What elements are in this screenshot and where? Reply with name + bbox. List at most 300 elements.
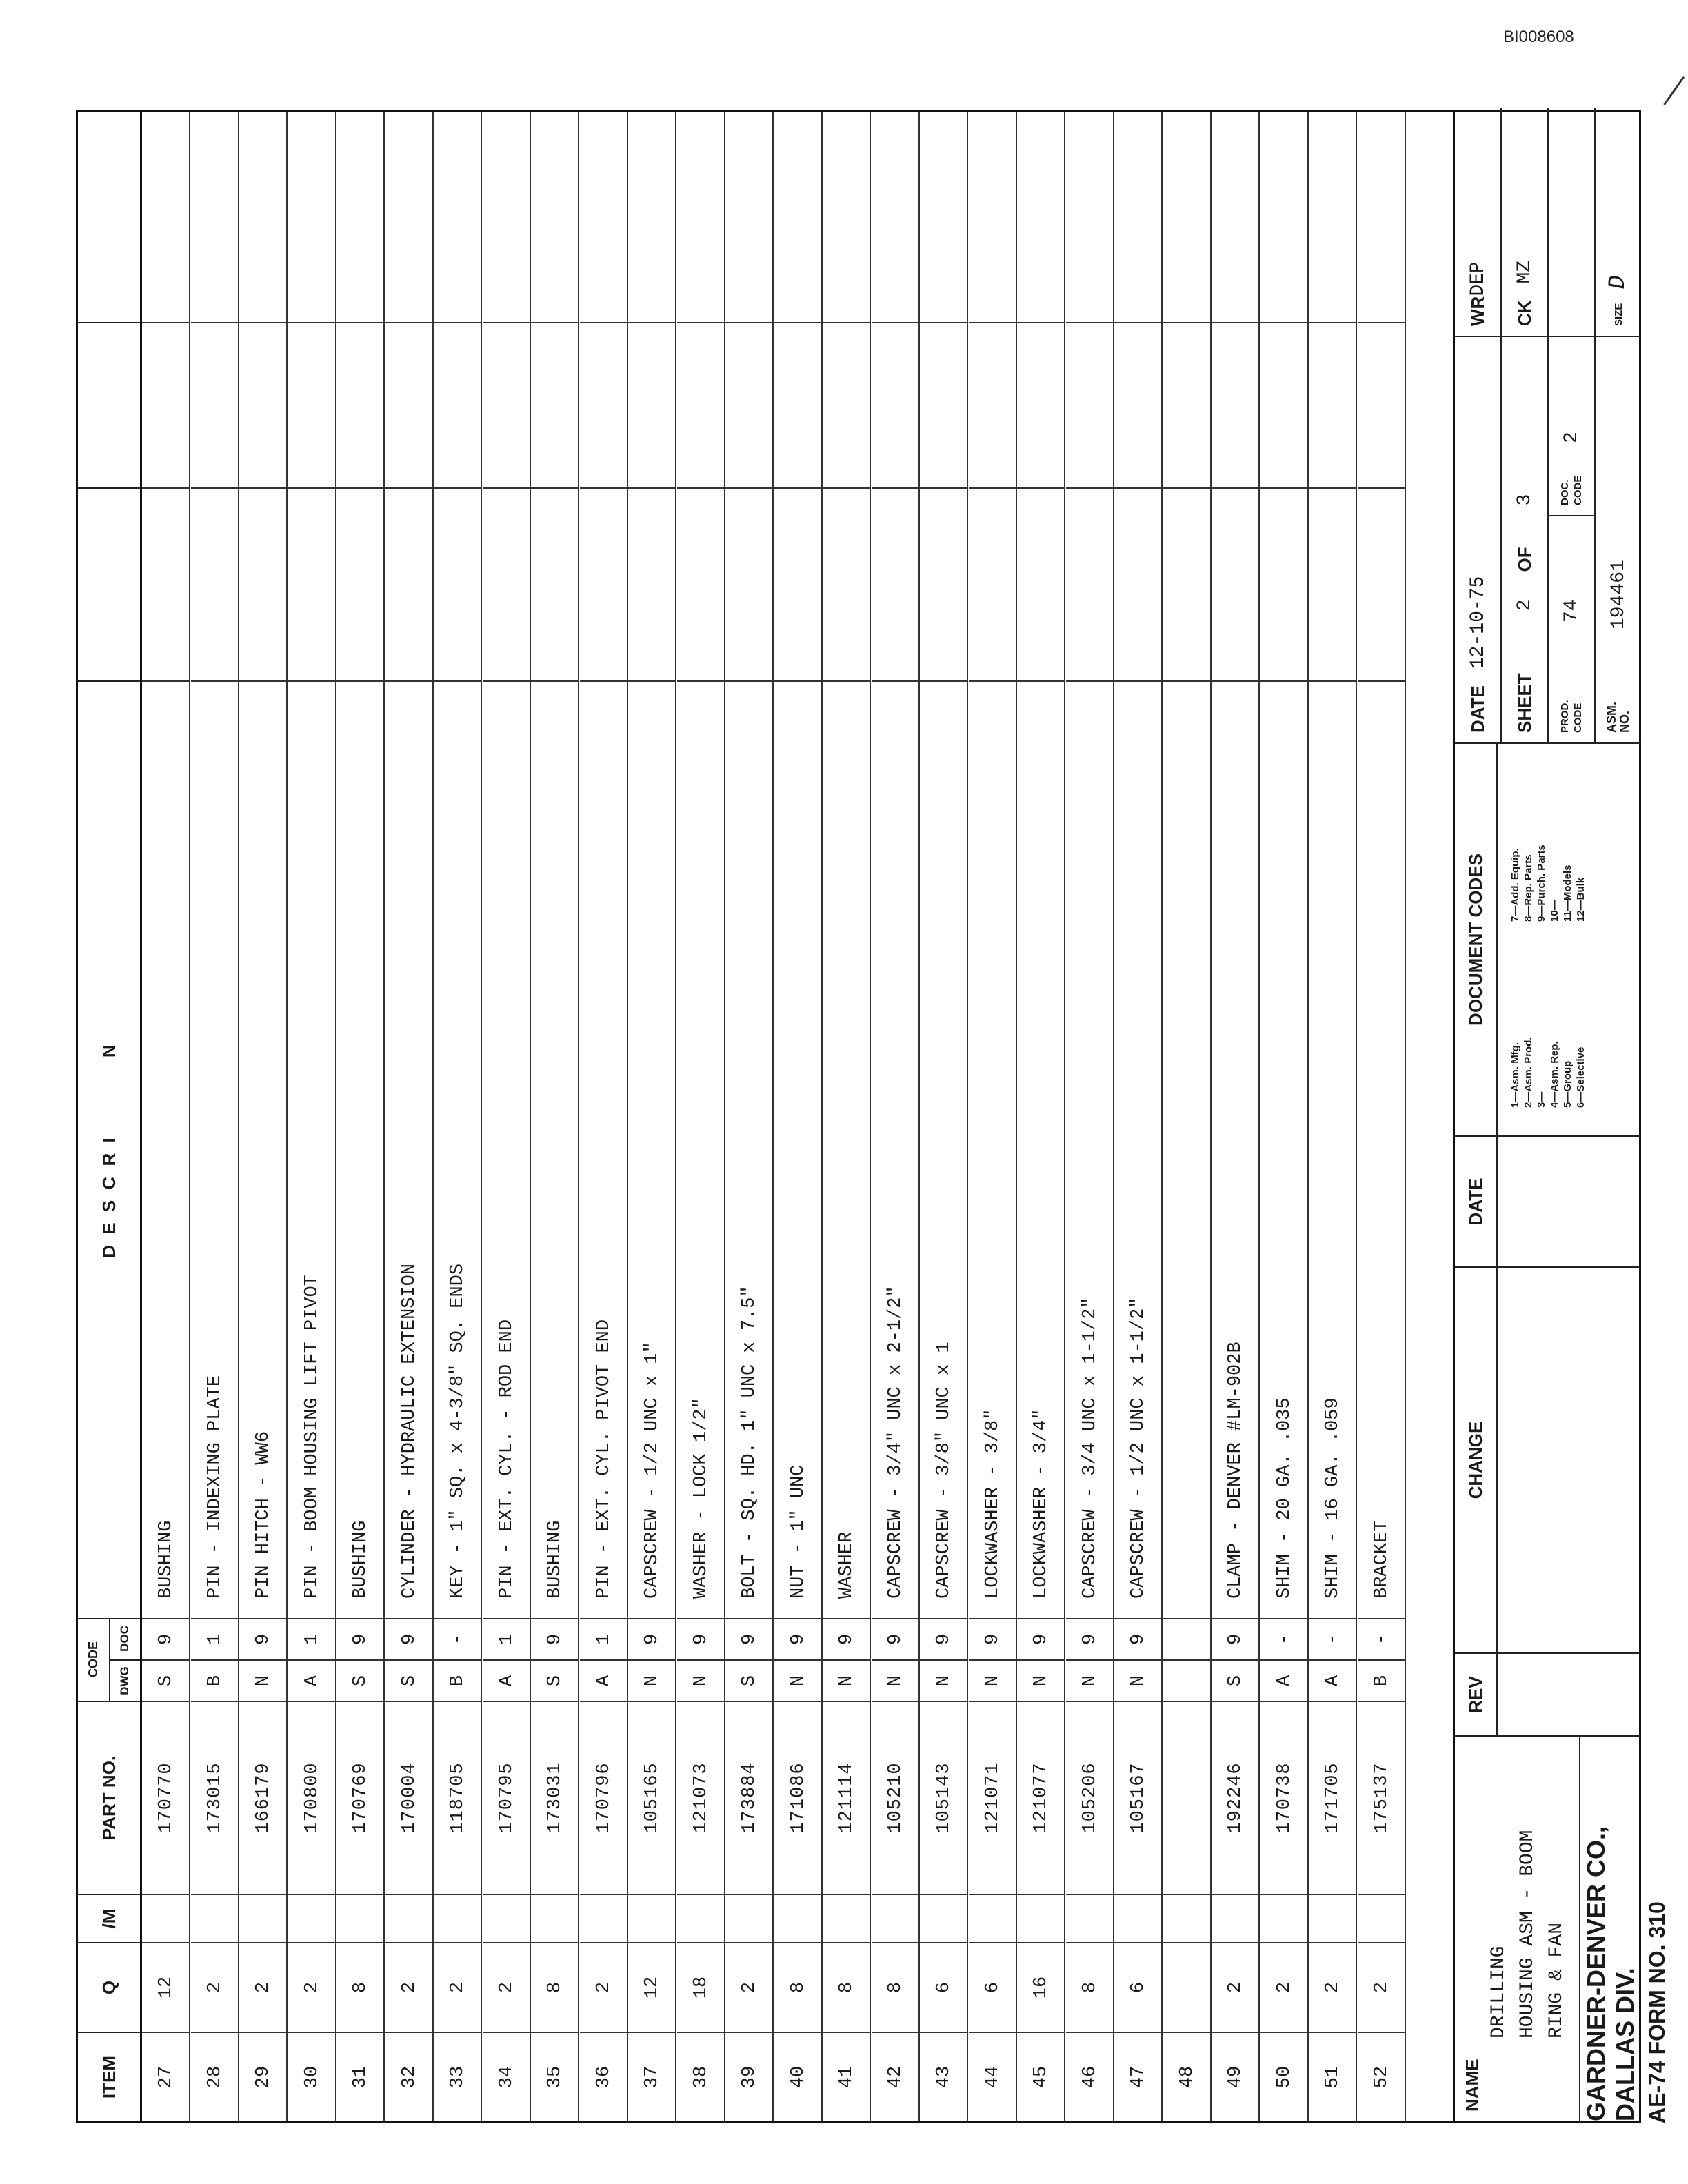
doc-cell: 9 — [531, 1618, 579, 1659]
blank-cell — [1066, 1894, 1114, 1942]
table-row — [1358, 112, 1406, 2121]
date-label: DATE — [1455, 1137, 1498, 1266]
corner-tick-mark — [1641, 60, 1685, 105]
desc-cell: BUSHING — [336, 680, 385, 1618]
doc-cell: - — [1358, 1618, 1406, 1659]
doc-cell: 9 — [385, 1618, 434, 1659]
blank-cell — [1260, 322, 1309, 487]
qty-cell: 6 — [1114, 1942, 1163, 2032]
blank-cell — [336, 322, 385, 487]
ck-value: MZ — [1514, 260, 1536, 284]
table-row — [1212, 112, 1260, 2121]
item-cell: 44 — [969, 2032, 1017, 2121]
parts-table — [76, 110, 1455, 2123]
dwg-cell: N — [969, 1659, 1017, 1701]
part-cell: 105210 — [872, 1701, 920, 1894]
dwg-cell: A — [580, 1659, 628, 1701]
item-cell: 27 — [142, 2032, 190, 2121]
name-line-1: DRILLING — [1488, 1945, 1509, 2039]
desc-cell: SHIM - 16 GA. .059 — [1309, 680, 1357, 1618]
blank-cell — [288, 1894, 336, 1942]
size-label: SIZE — [1612, 303, 1625, 326]
part-cell: 105206 — [1066, 1701, 1114, 1894]
part-cell: 171086 — [774, 1701, 823, 1894]
desc-cell: BRACKET — [1358, 680, 1406, 1618]
blank-cell — [580, 1894, 628, 1942]
document-codes-label: DOCUMENT CODES — [1455, 744, 1498, 1135]
part-no-header: PART NO. — [78, 1701, 140, 1894]
desc-cell: CAPSCREW - 3/8" UNC x 1 — [920, 680, 968, 1618]
desc-cell: CAPSCREW - 3/4 UNC x 1-1/2" — [1066, 680, 1114, 1618]
blank-cell — [142, 322, 190, 487]
form-number: AE-74 FORM NO. 310 — [1645, 1901, 1669, 2123]
table-row — [191, 112, 239, 2121]
item-cell: 48 — [1163, 2032, 1212, 2121]
table-row — [628, 112, 676, 2121]
blank-cell — [1163, 487, 1212, 680]
blank-cell — [823, 108, 871, 322]
part-cell: 175137 — [1358, 1701, 1406, 1894]
doc-cell: 9 — [239, 1618, 288, 1659]
wr-label: WR — [1467, 296, 1488, 326]
blank-cell — [580, 322, 628, 487]
blank-cell — [920, 108, 968, 322]
dwg-cell: S — [531, 1659, 579, 1701]
blank-cell — [1212, 108, 1260, 322]
item-cell: 47 — [1114, 2032, 1163, 2121]
table-row — [434, 112, 482, 2121]
doc-cell: 9 — [1114, 1618, 1163, 1659]
blank-cell — [385, 322, 434, 487]
desc-cell: BOLT - SQ. HD. 1" UNC x 7.5" — [725, 680, 774, 1618]
blank-cell — [239, 108, 288, 322]
item-cell: 38 — [677, 2032, 725, 2121]
prod-code-value: 74 — [1560, 599, 1582, 623]
doc-cell: 9 — [142, 1618, 190, 1659]
document-code-entry: 11—Models — [1562, 865, 1574, 922]
part-cell: 121077 — [1017, 1701, 1065, 1894]
desc-cell: KEY - 1" SQ. x 4-3/8" SQ. ENDS — [434, 680, 482, 1618]
item-cell: 49 — [1212, 2032, 1260, 2121]
qty-cell: 2 — [1260, 1942, 1309, 2032]
table-row — [1309, 112, 1357, 2121]
wr-value: DEP — [1467, 261, 1489, 296]
desc-cell: WASHER - LOCK 1/2" — [677, 680, 725, 1618]
item-cell: 52 — [1358, 2032, 1406, 2121]
blank-cell — [628, 108, 676, 322]
part-cell: 105167 — [1114, 1701, 1163, 1894]
part-cell: 121114 — [823, 1701, 871, 1894]
qty-cell: 2 — [483, 1942, 531, 2032]
sheet-field — [1502, 336, 1549, 742]
blank-cell — [1017, 108, 1065, 322]
document-code-entry: 5—Group — [1562, 1060, 1574, 1108]
blank-cell — [774, 1894, 823, 1942]
blank-cell — [1163, 1894, 1212, 1942]
document-code-entry: 7—Add. Equip. — [1509, 848, 1521, 922]
part-cell: 173031 — [531, 1701, 579, 1894]
doc-code-label: DOC. CODE — [1559, 475, 1584, 505]
blank-cell — [1163, 108, 1212, 322]
table-row — [336, 112, 385, 2121]
item-cell: 33 — [434, 2032, 482, 2121]
table-row — [1163, 112, 1212, 2121]
blank-cell — [142, 1894, 190, 1942]
desc-cell: CLAMP - DENVER #LM-902B — [1212, 680, 1260, 1618]
dwg-header: DWG — [109, 1659, 140, 1701]
dwg-cell: S — [725, 1659, 774, 1701]
part-cell: 171705 — [1309, 1701, 1357, 1894]
doc-cell — [1163, 1618, 1212, 1659]
blank-cell — [580, 108, 628, 322]
document-code-entry: 10— — [1549, 900, 1560, 922]
code-header — [78, 1618, 140, 1701]
doc-cell: 9 — [1212, 1618, 1260, 1659]
qty-cell: 2 — [288, 1942, 336, 2032]
item-cell: 50 — [1260, 2032, 1309, 2121]
item-cell: 39 — [725, 2032, 774, 2121]
doc-cell: 1 — [580, 1618, 628, 1659]
blank-cell — [434, 108, 482, 322]
desc-cell: LOCKWASHER - 3/8" — [969, 680, 1017, 1618]
desc-cell: PIN - INDEXING PLATE — [191, 680, 239, 1618]
blank-cell — [1260, 108, 1309, 322]
blank-cell — [1358, 108, 1406, 322]
company-box — [1579, 1735, 1641, 2121]
part-cell: 105143 — [920, 1701, 968, 1894]
item-header: ITEM — [78, 2032, 140, 2121]
document-id: BI008608 — [1503, 28, 1574, 46]
part-cell: 121073 — [677, 1701, 725, 1894]
doc-cell: 1 — [288, 1618, 336, 1659]
blank-cell — [677, 487, 725, 680]
blank-cell — [1309, 322, 1357, 487]
blank-cell — [1212, 322, 1260, 487]
prod-code-label: PROD. CODE — [1559, 700, 1584, 733]
blank-cell — [1309, 108, 1357, 322]
blank-cell — [969, 108, 1017, 322]
blank-cell — [872, 322, 920, 487]
description-header: D E S C R I N — [78, 680, 140, 1618]
blank-cell — [239, 1894, 288, 1942]
table-row — [823, 112, 871, 2121]
blank-cell — [142, 108, 190, 322]
qty-header: Q — [78, 1942, 140, 2032]
prod-code-field — [1549, 515, 1596, 742]
desc-cell: CAPSCREW - 1/2 UNC x 1-1/2" — [1114, 680, 1163, 1618]
blank-cell — [531, 487, 579, 680]
blank-cell — [872, 1894, 920, 1942]
table-row — [239, 112, 288, 2121]
blank-cell — [823, 1894, 871, 1942]
blank-cell — [288, 322, 336, 487]
part-cell: 170770 — [142, 1701, 190, 1894]
qty-cell: 2 — [580, 1942, 628, 2032]
document-code-entry: 9—Purch. Parts — [1536, 845, 1547, 922]
desc-cell: BUSHING — [531, 680, 579, 1618]
blank-cell — [483, 108, 531, 322]
wr-field — [1455, 108, 1502, 336]
blank-cell — [1066, 108, 1114, 322]
document-code-entry: 6—Selective — [1575, 1046, 1587, 1108]
blank-cell — [872, 487, 920, 680]
part-cell: 192246 — [1212, 1701, 1260, 1894]
blank-cell — [1017, 1894, 1065, 1942]
change-label: CHANGE — [1455, 1268, 1498, 1652]
qty-cell: 2 — [725, 1942, 774, 2032]
part-cell: 118705 — [434, 1701, 482, 1894]
rev-column — [1455, 1652, 1641, 1735]
table-row — [1114, 112, 1163, 2121]
doc-cell: 9 — [1066, 1618, 1114, 1659]
qty-cell: 2 — [1309, 1942, 1357, 2032]
document-code-entry: 4—Asm. Rep. — [1549, 1041, 1560, 1108]
qty-cell: 8 — [823, 1942, 871, 2032]
part-cell: 173884 — [725, 1701, 774, 1894]
doc-cell: 9 — [823, 1618, 871, 1659]
dwg-cell: B — [1358, 1659, 1406, 1701]
table-row — [1066, 112, 1114, 2121]
doc-cell: 9 — [336, 1618, 385, 1659]
blank-cell — [725, 1894, 774, 1942]
desc-cell — [1163, 680, 1212, 1618]
dwg-cell: S — [142, 1659, 190, 1701]
blank-cell — [774, 322, 823, 487]
qty-cell: 16 — [1017, 1942, 1065, 2032]
dwg-cell: N — [1017, 1659, 1065, 1701]
doc-cell: 9 — [920, 1618, 968, 1659]
doc-cell: 9 — [677, 1618, 725, 1659]
table-row — [531, 112, 579, 2121]
name-label: NAME — [1462, 2059, 1483, 2112]
item-cell: 46 — [1066, 2032, 1114, 2121]
doc-cell: - — [1309, 1618, 1357, 1659]
qty-cell: 12 — [628, 1942, 676, 2032]
doc-cell: - — [434, 1618, 482, 1659]
of-label: OF — [1514, 547, 1535, 572]
desc-cell: WASHER — [823, 680, 871, 1618]
part-cell: 173015 — [191, 1701, 239, 1894]
blank-cell — [580, 487, 628, 680]
document-code-entry: 8—Rep. Parts — [1523, 854, 1534, 922]
blank-cell — [1114, 108, 1163, 322]
doc-header: DOC — [117, 1626, 131, 1652]
blank-cell — [191, 487, 239, 680]
doc-code-field — [1549, 336, 1596, 515]
blank-cell — [969, 487, 1017, 680]
sheet-value: 2 — [1514, 599, 1536, 611]
blank-cell — [1066, 322, 1114, 487]
part-cell: 170004 — [385, 1701, 434, 1894]
blank-cell — [1114, 487, 1163, 680]
dwg-cell: N — [677, 1659, 725, 1701]
blank-cell — [531, 322, 579, 487]
item-cell: 43 — [920, 2032, 968, 2121]
dwg-cell — [1163, 1659, 1212, 1701]
desc-cell: PIN - EXT. CYL. - ROD END — [483, 680, 531, 1618]
blank-cell — [1260, 487, 1309, 680]
asm-no-field — [1596, 336, 1641, 742]
blank-cell — [1358, 487, 1406, 680]
blank-cell — [969, 322, 1017, 487]
blank-cell — [434, 487, 482, 680]
of-value: 3 — [1514, 494, 1536, 506]
desc-cell: SHIM - 20 GA. .035 — [1260, 680, 1309, 1618]
dwg-cell: N — [1066, 1659, 1114, 1701]
blank-cell — [336, 487, 385, 680]
asm-no-label: ASM. NO. — [1605, 702, 1631, 733]
item-cell: 40 — [774, 2032, 823, 2121]
qty-cell: 18 — [677, 1942, 725, 2032]
table-row — [580, 112, 628, 2121]
document-code-entry: 2—Asm. Prod. — [1523, 1037, 1534, 1108]
blank-header-2 — [78, 322, 140, 487]
drawing-info — [1455, 108, 1641, 742]
qty-cell: 8 — [872, 1942, 920, 2032]
blank-cell — [191, 1894, 239, 1942]
blank-cell — [628, 487, 676, 680]
part-cell: 170769 — [336, 1701, 385, 1894]
dwg-cell: N — [239, 1659, 288, 1701]
table-row — [385, 112, 434, 2121]
dwg-cell: S — [1212, 1659, 1260, 1701]
company-name: GARDNER-DENVER CO., DALLAS DIV. — [1582, 1826, 1639, 2121]
item-cell: 30 — [288, 2032, 336, 2121]
desc-cell: CAPSCREW - 3/4" UNC x 2-1/2" — [872, 680, 920, 1618]
doc-cell: 9 — [872, 1618, 920, 1659]
blank-cell — [677, 108, 725, 322]
table-row — [1017, 112, 1065, 2121]
qty-cell: 6 — [920, 1942, 968, 2032]
um-header: /M — [78, 1894, 140, 1942]
blank-cell — [1017, 487, 1065, 680]
desc-cell: CYLINDER - HYDRAULIC EXTENSION — [385, 680, 434, 1618]
document-code-entry: 1—Asm. Mfg. — [1509, 1042, 1521, 1108]
blank-cell — [872, 108, 920, 322]
doc-code-value: 2 — [1560, 432, 1582, 443]
qty-cell: 8 — [774, 1942, 823, 2032]
size-field — [1596, 108, 1641, 336]
doc-cell: 9 — [969, 1618, 1017, 1659]
dwg-cell: B — [434, 1659, 482, 1701]
item-cell: 34 — [483, 2032, 531, 2121]
blank-cell — [142, 487, 190, 680]
document-code-entry: 3— — [1536, 1091, 1547, 1108]
qty-cell: 2 — [191, 1942, 239, 2032]
ck-field — [1502, 108, 1549, 336]
blank-cell — [628, 322, 676, 487]
desc-cell: CAPSCREW - 1/2 UNC x 1" — [628, 680, 676, 1618]
blank-cell — [725, 487, 774, 680]
blank-cell — [677, 322, 725, 487]
sheet-label: SHEET — [1514, 673, 1535, 733]
doc-cell: 9 — [1017, 1618, 1065, 1659]
blank-cell — [483, 322, 531, 487]
blank-cell — [1114, 322, 1163, 487]
blank-cell — [725, 108, 774, 322]
doc-cell: - — [1260, 1618, 1309, 1659]
date-column — [1455, 1135, 1641, 1266]
qty-cell: 2 — [1212, 1942, 1260, 2032]
blank-cell — [483, 487, 531, 680]
blank-cell — [288, 108, 336, 322]
blank-cell — [239, 487, 288, 680]
title-block — [1455, 110, 1641, 2123]
desc-cell: PIN - BOOM HOUSING LIFT PIVOT — [288, 680, 336, 1618]
blank-cell — [531, 1894, 579, 1942]
item-cell: 37 — [628, 2032, 676, 2121]
blank-cell — [969, 1894, 1017, 1942]
blank-cell — [774, 487, 823, 680]
part-cell: 170800 — [288, 1701, 336, 1894]
blank-cell — [1114, 1894, 1163, 1942]
name-line-2: HOUSING ASM - BOOM — [1517, 1830, 1538, 2039]
desc-cell: NUT - 1" UNC — [774, 680, 823, 1618]
item-cell: 32 — [385, 2032, 434, 2121]
table-row — [774, 112, 823, 2121]
name-line-3: RING & FAN — [1546, 1922, 1567, 2039]
date-field-label: DATE — [1467, 685, 1488, 733]
blank-header-1 — [78, 487, 140, 680]
blank-cell — [239, 322, 288, 487]
part-cell: 170738 — [1260, 1701, 1309, 1894]
blank-cell — [531, 108, 579, 322]
qty-cell: 2 — [239, 1942, 288, 2032]
blank-cell — [774, 108, 823, 322]
blank-cell — [1017, 322, 1065, 487]
doc-cell: 9 — [725, 1618, 774, 1659]
change-column — [1455, 1266, 1641, 1652]
doc-cell: 1 — [483, 1618, 531, 1659]
part-cell: 170795 — [483, 1701, 531, 1894]
dwg-cell: N — [823, 1659, 871, 1701]
desc-cell: PIN - EXT. CYL. PIVOT END — [580, 680, 628, 1618]
blank-field — [1549, 108, 1596, 336]
blank-cell — [725, 322, 774, 487]
blank-cell — [336, 1894, 385, 1942]
table-row — [920, 112, 968, 2121]
document-code-entry: 12—Bulk — [1575, 877, 1587, 922]
qty-cell: 2 — [434, 1942, 482, 2032]
document-codes — [1455, 742, 1641, 1135]
item-cell: 28 — [191, 2032, 239, 2121]
item-cell: 29 — [239, 2032, 288, 2121]
blank-cell — [385, 108, 434, 322]
dwg-cell: N — [774, 1659, 823, 1701]
blank-cell — [823, 487, 871, 680]
dwg-cell: N — [920, 1659, 968, 1701]
item-cell: 41 — [823, 2032, 871, 2121]
blank-cell — [1066, 487, 1114, 680]
blank-cell — [483, 1894, 531, 1942]
blank-cell — [191, 322, 239, 487]
dwg-cell: B — [191, 1659, 239, 1701]
doc-cell: 9 — [628, 1618, 676, 1659]
qty-cell: 8 — [531, 1942, 579, 2032]
qty-cell: 8 — [1066, 1942, 1114, 2032]
blank-cell — [434, 1894, 482, 1942]
dwg-cell: A — [1309, 1659, 1357, 1701]
document-codes-list-2 — [1509, 845, 1587, 922]
qty-cell: 6 — [969, 1942, 1017, 2032]
qty-cell: 2 — [385, 1942, 434, 2032]
table-row — [142, 112, 190, 2121]
blank-cell — [920, 487, 968, 680]
blank-cell — [920, 1894, 968, 1942]
blank-cell — [1260, 1894, 1309, 1942]
part-cell: 166179 — [239, 1701, 288, 1894]
table-row — [872, 112, 920, 2121]
